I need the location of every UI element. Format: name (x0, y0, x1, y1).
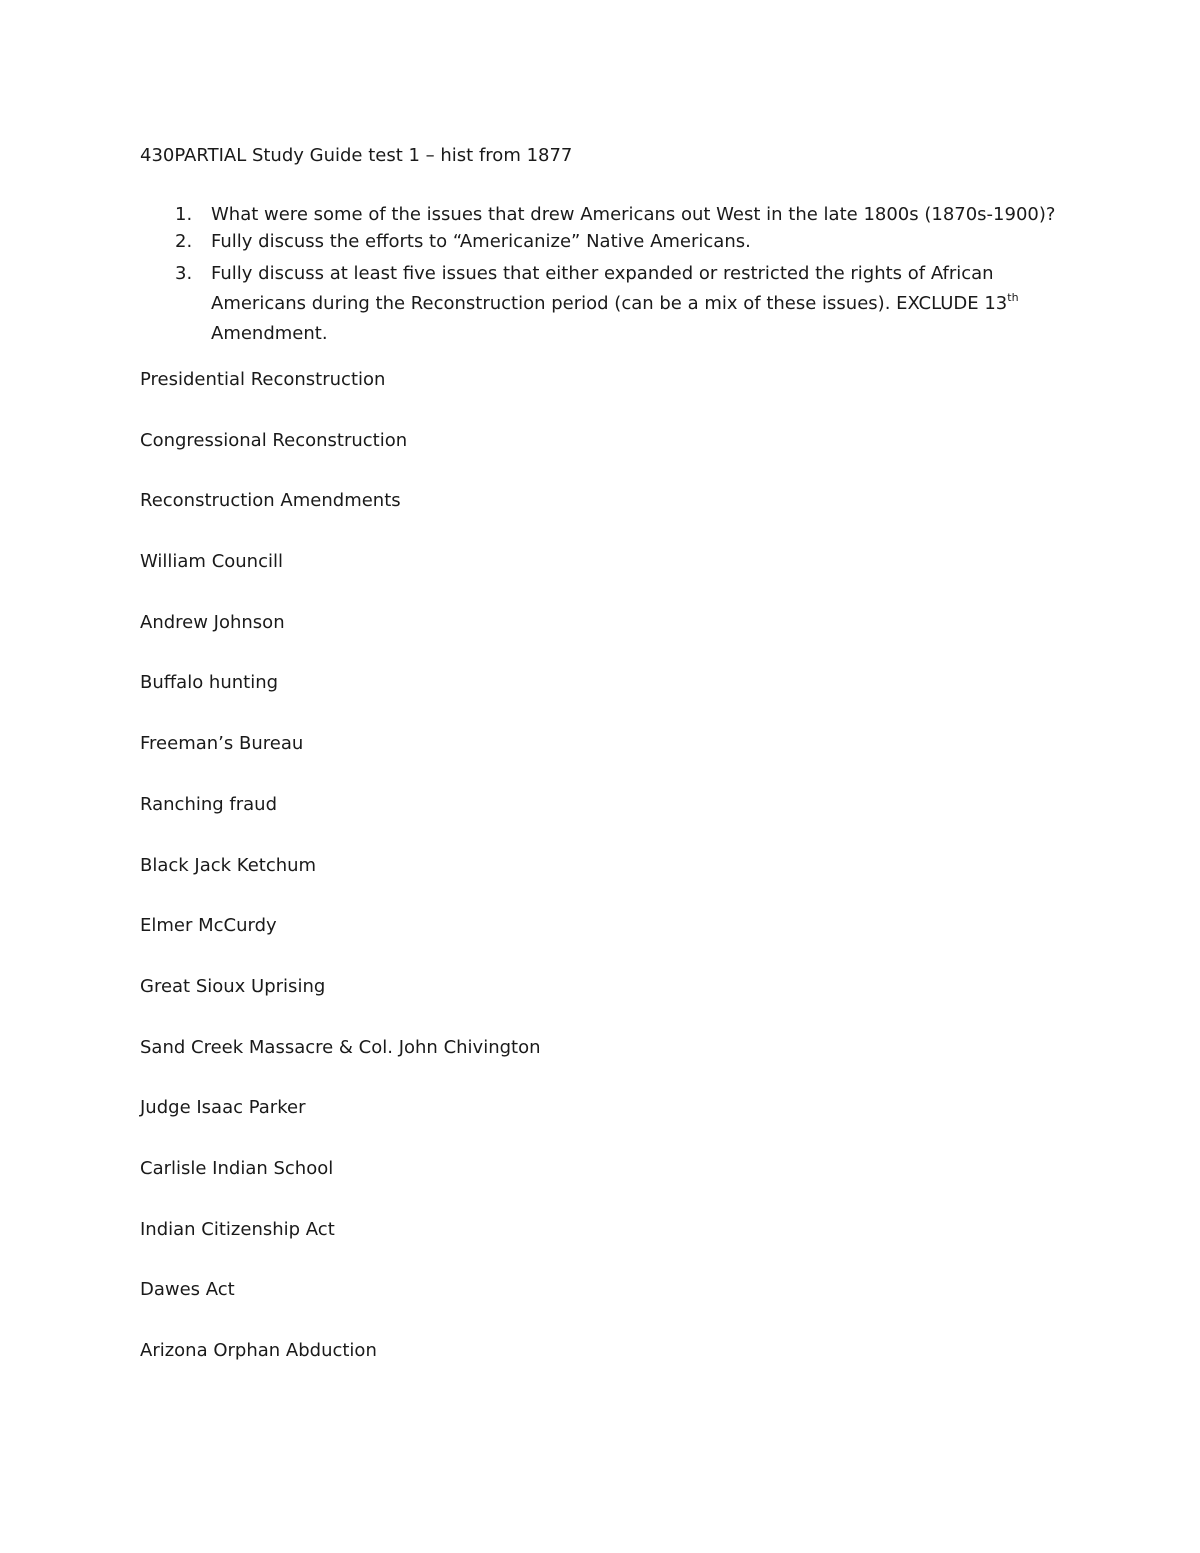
term-item: Elmer McCurdy (140, 915, 277, 937)
question-text-line (211, 289, 1060, 319)
question-number: 1. (175, 204, 193, 225)
term-item: Reconstruction Amendments (140, 490, 401, 512)
question-list (140, 201, 1060, 349)
term-item: Freeman’s Bureau (140, 733, 304, 755)
term-item: Great Sioux Uprising (140, 975, 326, 997)
term-list (140, 368, 541, 1400)
term-item: Andrew Johnson (140, 611, 285, 633)
question-item (140, 259, 1060, 349)
term-item: Judge Isaac Parker (140, 1097, 306, 1119)
question-text-line: Amendment. (211, 323, 328, 344)
question-number: 3. (175, 263, 193, 284)
question-text: Fully discuss the efforts to “Americanize” Native Americans. (211, 231, 751, 252)
term-item: Indian Citizenship Act (140, 1218, 335, 1240)
question-item (140, 201, 1060, 229)
question-text: What were some of the issues that drew Americans out West in the late 1800s (1870s-1900)? (211, 204, 1056, 225)
term-item: Arizona Orphan Abduction (140, 1340, 377, 1361)
ordinal-superscript: th (1007, 291, 1019, 304)
term-item: Carlisle Indian School (140, 1157, 334, 1179)
question-number: 2. (175, 231, 193, 252)
question-item (140, 227, 1060, 257)
term-item: Black Jack Ketchum (140, 854, 317, 876)
document-title: 430PARTIAL Study Guide test 1 – hist from 1877 (140, 145, 573, 166)
term-item: Presidential Reconstruction (140, 369, 386, 390)
term-item: Ranching fraud (140, 793, 278, 815)
term-item: Buffalo hunting (140, 672, 279, 694)
term-item: Sand Creek Massacre & Col. John Chivington (140, 1036, 541, 1058)
question-text-fragment: Americans during the Reconstruction period (can be a mix of these issues). EXCLUDE 13 (211, 293, 1008, 314)
term-item: Dawes Act (140, 1279, 235, 1301)
term-item: William Councill (140, 551, 283, 573)
term-item: Congressional Reconstruction (140, 429, 408, 451)
question-text-line: Fully discuss at least five issues that either expanded or restricted the rights of African (211, 263, 994, 284)
